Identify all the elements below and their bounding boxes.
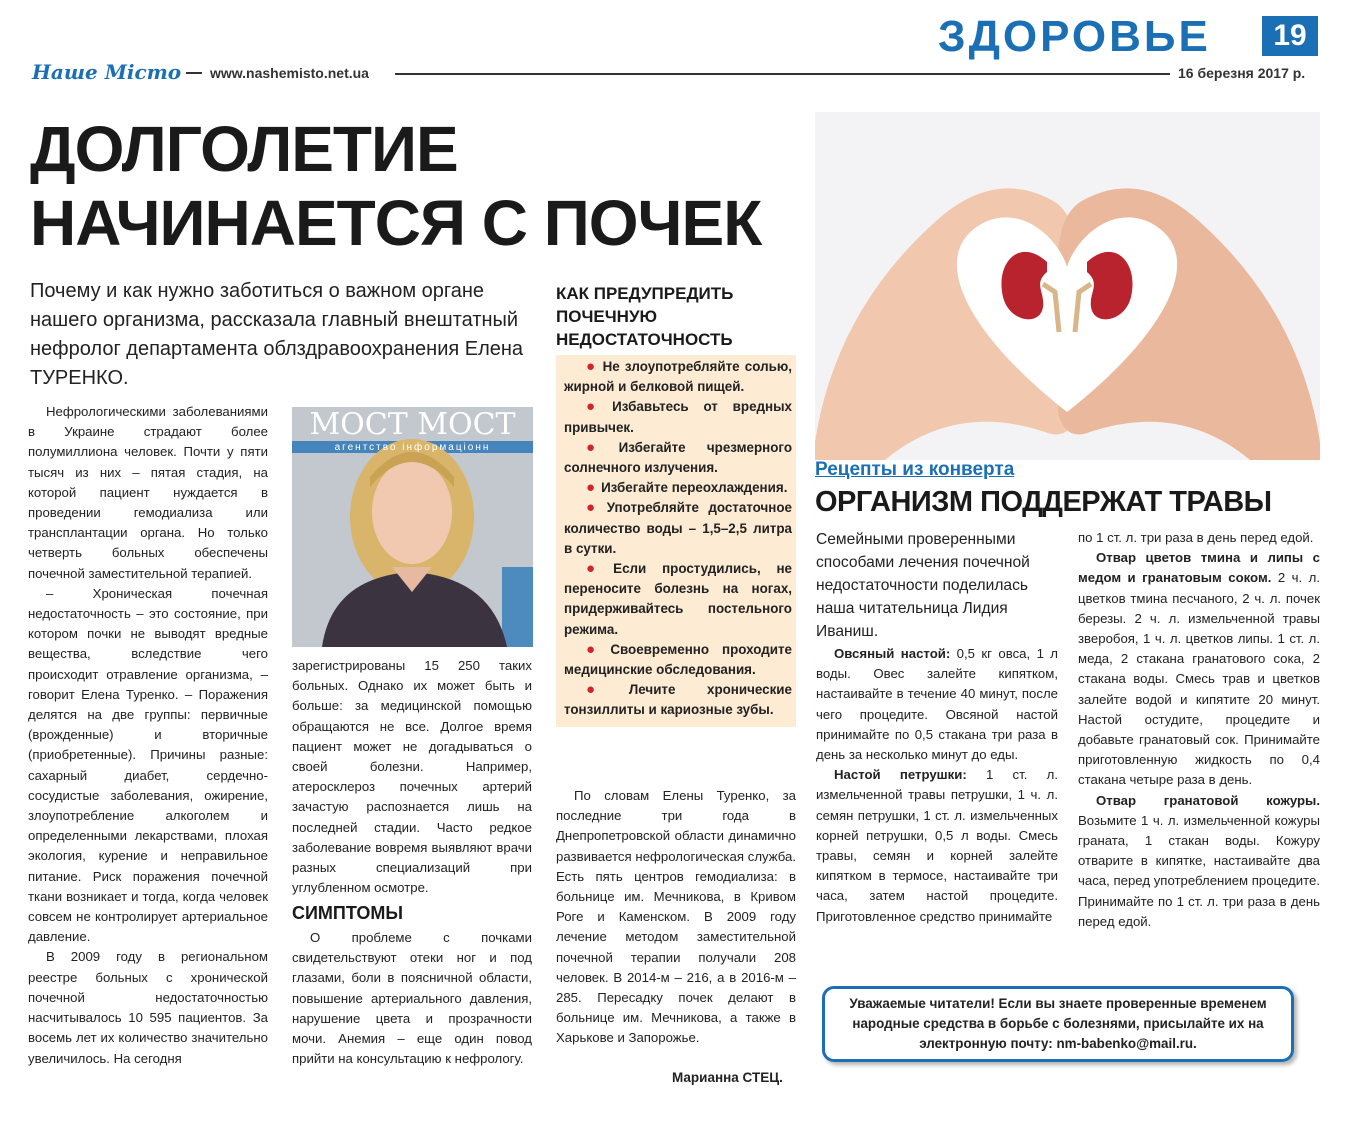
rubric-label: Рецепты из конверта	[815, 459, 1015, 480]
paragraph: зарегистрированы 15 250 таких больных. Однако их может быть и больше: за медицинской помощью обращаются не все. Долгое время пациент может не догадываться о своей болезни. Например, атеросклероз почечных артерий зачастую распознается лишь на последней стадии. Часто редкое заболевание вовремя выявляют врачи разных специализаций при углубленном осмотре.	[292, 658, 532, 896]
site-url: www.nashemisto.net.ua	[210, 65, 369, 81]
tip-item	[564, 357, 792, 397]
tip-text: Своевременно проходите медицинские обследования.	[564, 641, 792, 678]
tip-item	[564, 640, 792, 680]
tip-item	[564, 680, 792, 720]
recipe-paragraph	[1078, 548, 1320, 790]
masthead-logo: Наше Місто	[32, 60, 182, 84]
readers-notice: Уважаемые читатели! Если вы знаете проверенные временем народные средства в борьбе с болезнями, присылайте их на электронную почту: nm-babenko@mail.ru.	[822, 986, 1294, 1062]
headline-line: НАЧИНАЕТСЯ С ПОЧЕК	[30, 187, 762, 259]
photo-watermark: МОСТ МОСТ	[309, 407, 516, 442]
tip-text: Лечите хронические тонзиллиты и кариозные зубы.	[564, 682, 792, 718]
paragraph: О проблеме с почками свидетельствуют отеки ног и под глазами, боли в поясничной области, повышение артериального давления, нарушение цвета и прозрачности мочи. Анемия – еще один повод прийти на консультацию к нефрологу.	[292, 930, 532, 1067]
bullet-icon: ●	[586, 438, 613, 456]
tip-text: Избегайте чрезмерного солнечного излучения.	[564, 439, 792, 476]
prevention-heading: КАК ПРЕДУПРЕДИТЬ ПОЧЕЧНУЮ НЕДОСТАТОЧНОСТЬ	[556, 284, 734, 349]
tip-item	[564, 559, 792, 640]
heart-hands-image	[815, 112, 1320, 460]
recipe-paragraph	[816, 765, 1058, 927]
tip-text: Если простудились, не переносите болезнь на ногах, придерживайтесь постельного режима.	[564, 561, 793, 637]
divider	[395, 73, 1170, 75]
sidebar-title: ОРГАНИЗМ ПОДДЕРЖАТ ТРАВЫ	[815, 486, 1272, 518]
tip-text: Избавьтесь от вредных привычек.	[564, 399, 793, 435]
bullet-icon: ●	[586, 479, 596, 497]
article-column-1	[28, 402, 268, 1069]
tip-item	[564, 478, 792, 498]
paragraph: Нефрологическими заболеваниями в Украине страдают более полумиллиона человек. Почти у пяти тысяч из них – пятая стадия, на которой пациент нуждается в проведении гемодиализа или трансплантации органа. Но только четверть больных обеспечены почечной заместительной терапией.	[28, 404, 268, 581]
recipe-name: Овсяный настой:	[834, 646, 951, 661]
symptoms-heading: СИМПТОМЫ	[292, 903, 404, 923]
recipes-column-1	[816, 644, 1058, 927]
recipe-text: Возьмите 1 ч. л. измельченной кожуры граната, 1 стакан воды. Кожуру отварите в кипятке, настаивайте два часа, перед употреблением процедите. Принимайте по 1 ст. л. три раза в день перед едой.	[1078, 812, 1320, 929]
article-lead: Почему и как нужно заботиться о важном органе нашего организма, рассказала главный внештатный нефролог департамента облздравоохранения Елена ТУРЕНКО.	[30, 280, 524, 389]
recipe-text: 1 ст. л. измельченной травы петрушки, 1 ч. л. семян петрушки, 1 ст. л. измельченных корней петрушки, 0,5 л воды. Смесь травы, семян и корней залейте кипятком в термосе, настаивайте три часа, затем настой процедите. Приготовленное средство принимайте	[816, 767, 1058, 924]
bullet-icon: ●	[586, 560, 608, 578]
recipe-text: 0,5 кг овса, 1 л воды. Овес залейте кипятком, настаивайте в течение 40 минут, после чего процедите. Овсяной настой принимайте по 0,5 стакана три раза в день за несколько минут до еды.	[816, 646, 1058, 763]
bullet-icon: ●	[586, 398, 607, 416]
recipes-column-2	[1078, 528, 1320, 932]
bullet-icon: ●	[586, 640, 605, 658]
page-number: 19	[1262, 16, 1318, 56]
bullet-icon: ●	[586, 681, 623, 699]
article-column-3	[556, 786, 796, 1049]
author-signature: Марианна СТЕЦ.	[672, 1070, 783, 1085]
divider	[186, 72, 202, 74]
tip-item	[564, 498, 792, 559]
headline-line: ДОЛГОЛЕТИЕ	[30, 113, 458, 185]
tip-item	[564, 397, 792, 437]
heart-hands-illustration	[815, 112, 1320, 460]
issue-date: 16 березня 2017 р.	[1178, 65, 1306, 81]
recipe-name: Отвар цветов тмина и липы с медом и гранатовым соком.	[1078, 550, 1320, 586]
prevention-tips-box	[556, 355, 796, 727]
photo-watermark-agency: агентство інформаціонн	[334, 442, 491, 453]
recipe-text: 2 ч. л. цветков тмина песчаного, 2 ч. л. почек березы. 2 ч. л. измельченной травы зверобоя, 1 ч. л. цветков липы. 1 ст. л. меда, 2 стакана гранатового сока, 2 стакана воды. Смесь трав и цветков залейте водой и кипятите 20 минут. Настой остудите, процедите и добавьте гранатовый сок. Принимайте приготовленную жидкость по 0,4 стакана четыре раза в день.	[1078, 570, 1320, 788]
tip-text: Употребляйте достаточное количество воды – 1,5–2,5 литра в сутки.	[564, 500, 792, 556]
recipe-name: Настой петрушки:	[834, 767, 967, 783]
recipe-paragraph	[1078, 791, 1320, 932]
paragraph: В 2009 году в региональном реестре больных с хронической почечной недостаточностью насчитывалось 10 595 пациентов. За восемь лет их количество значительно увеличилось. На сегодня	[28, 949, 268, 1066]
tip-text: Не злоупотребляйте солью, жирной и белковой пищей.	[564, 359, 792, 395]
recipe-name: Отвар гранатовой кожуры.	[1096, 792, 1320, 808]
recipe-paragraph: по 1 ст. л. три раза в день перед едой.	[1078, 530, 1314, 545]
tip-text: Избегайте переохлаждения.	[601, 480, 788, 496]
tip-item	[564, 438, 792, 478]
bullet-icon: ●	[586, 499, 601, 517]
article-column-2	[292, 656, 532, 898]
paragraph: По словам Елены Туренко, за последние три года в Днепропетровской области динамично развивается нефрологическая служба. Есть пять центров гемодиализа: в больнице им. Мечникова, в Кривом Роге и Каменском. В 2009 году лечение методом заместительной почечной терапии получали 208 человек. В 2014-м – 216, а в 2016-м – 285. Пересадку почек делают в больнице им. Мечникова, а также в Харькове и Запорожье.	[556, 788, 796, 1046]
symptoms-text	[292, 928, 532, 1069]
paragraph: – Хроническая почечная недостаточность – это состояние, при котором почки не выводят вредные вещества, вследствие чего происходит отравление организма, – говорит Елена Туренко. – Поражения делятся на две группы: первичные (врожденные) и вторичные (приобретенные). Причины разные: сахарный диабет, сердечно-сосудистые заболевания, ожирение, злоупотребление алкоголем и определенными лекарствами, плохая экология, курение и неправильное питание. Риск поражения почечной ткани возникает и тогда, когда человек совсем не контролирует артериальное давление.	[28, 585, 268, 945]
sidebar-lead: Семейными проверенными способами лечения почечной недостаточности поделилась наша читательница Лидия Иваниш.	[816, 531, 1030, 640]
portrait-photo	[292, 407, 533, 647]
section-title: ЗДОРОВЬЕ	[938, 12, 1211, 61]
bullet-icon: ●	[586, 358, 597, 375]
headline	[30, 112, 810, 260]
recipe-paragraph	[816, 644, 1058, 765]
